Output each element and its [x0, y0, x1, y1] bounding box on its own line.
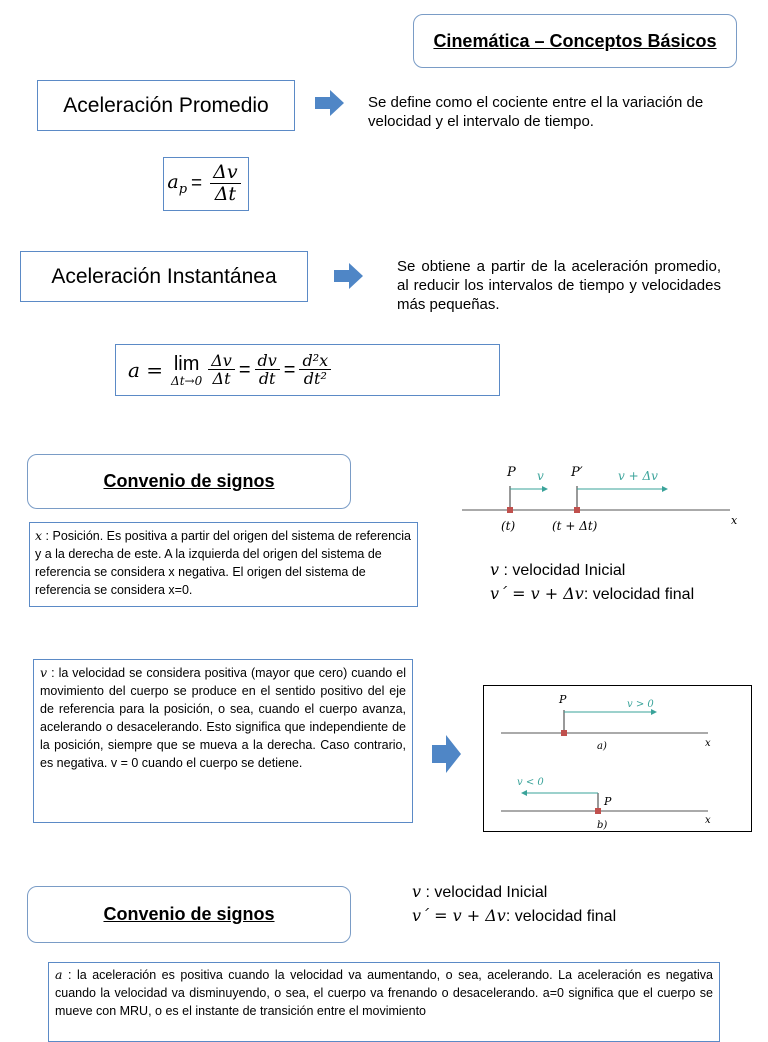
position-text: : Posición. Es positiva a partir del origen del sistema de referencia y a la derecha de este. A la izquierda del origen del sistema de referencia se considera x negativa. El origen del sistema de referencia se considera x=0.: [35, 529, 411, 597]
position-diagram: [462, 458, 752, 538]
header-box: [413, 14, 737, 68]
position-text-box: x : Posición. Es positiva a partir del origen del sistema de referencia y a la derecha de este. A la izquierda del origen del sistema de referencia se considera x negativa. El origen del sistema de referencia se considera x=0.: [29, 522, 418, 607]
acel-promedio-label: Aceleración Promedio: [63, 93, 269, 117]
arrow-right-icon: [334, 263, 364, 289]
svg-text:P: P: [604, 795, 612, 808]
diagram-label-axis: x: [731, 514, 738, 527]
acel-promedio-description: Se define como el cociente entre el la variación de velocidad y el intervalo de tiempo.: [368, 94, 704, 130]
svg-text:v > 0: v > 0: [627, 699, 654, 710]
formula-instantanea-fraction-3: $\frac{\text{d²x}}{\text{dt²}}$: [299, 352, 331, 389]
arrow-right-icon: [315, 90, 345, 116]
svg-text:b): b): [597, 820, 608, 831]
convenio-signos-box-2: [27, 886, 351, 943]
formula-promedio-eq: =: [191, 173, 203, 194]
velocidad-text: : la velocidad se considera positiva (mayor que cero) cuando el movimiento del cuerpo se produce en el sentido positivo del eje de referencia para la posición, o sea, cuando el cuerpo avanza, acelerando o desacelerando. Esto significa que independiente de la posición, siempre que se mueva a la derecha. Caso contrario, es negativa. v = 0 cuando el cuerpo se detiene.: [40, 666, 406, 770]
velocity-diagram: [483, 685, 753, 833]
aceleracion-text: : la aceleración es positiva cuando la velocidad va aumentando, o sea, acelerando. La aceleración es negativa cuando la velocidad va disminuyendo, o sea, el cuerpo va frenando o desacelerando. a=0 significa que el cuerpo se mueve con MRU, o es el instante de transición entre el movimiento: [55, 968, 713, 1018]
svg-text:v < 0: v < 0: [517, 777, 544, 788]
diagram-label-P-prime: P′: [571, 465, 583, 480]
diagram-label-P: P: [507, 465, 516, 480]
legend-v-1: v : velocidad Inicial: [490, 560, 626, 579]
convenio-signos-title-1: Convenio de signos: [103, 471, 275, 491]
diagram-label-v-dv: v + Δv: [618, 469, 658, 483]
acel-instantanea-label: Aceleración Instantánea: [51, 264, 277, 288]
diagram-label-t-dt: (t + Δt): [552, 519, 598, 533]
svg-text:x: x: [705, 815, 711, 826]
velocidad-text-box: v : la velocidad se considera positiva (mayor que cero) cuando el movimiento del cuerpo se produce en el sentido positivo del eje de referencia para la posición, o sea, cuando el cuerpo avanza, acelerando o desacelerando. Esto significa que independiente de la posición, siempre que se mueva a la derecha. Caso contrario, es negativa. v = 0 cuando el cuerpo se detiene.: [33, 659, 413, 823]
formula-instantanea-box: [115, 344, 500, 396]
svg-text:P: P: [559, 693, 567, 706]
svg-text:x: x: [705, 738, 711, 749]
diagram-label-v: v: [537, 469, 544, 483]
legend-vp-1: v´ = v + Δv: velocidad final: [490, 584, 695, 603]
arrow-right-icon: [432, 735, 462, 773]
legend-v-2: v : velocidad Inicial: [412, 882, 548, 901]
formula-instantanea-fraction-1: $\frac{\Delta v}{\Delta t}$: [208, 352, 235, 389]
formula-instantanea-lhs: a =: [128, 358, 164, 382]
legend-vp-2: v´ = v + Δv: velocidad final: [412, 906, 617, 925]
aceleracion-text-box: a : la aceleración es positiva cuando la velocidad va aumentando, o sea, acelerando. La aceleración es negativa cuando la velocidad va disminuyendo, o sea, el cuerpo va frenando o desacelerando. a=0 significa que el cuerpo se mueve con MRU, o es el instante de transición entre el movimiento: [48, 962, 720, 1042]
formula-instantanea-eq1: =: [238, 358, 251, 381]
convenio-signos-title-2: Convenio de signos: [103, 904, 275, 924]
formula-instantanea-eq2: =: [283, 358, 296, 381]
formula-instantanea-fraction-2: $\frac{dv}{dt}$: [255, 352, 280, 389]
acel-instantanea-box: [20, 251, 308, 302]
convenio-signos-box-1: [27, 454, 351, 509]
svg-text:a): a): [597, 741, 607, 752]
acel-instantanea-description: Se obtiene a partir de la aceleración promedio, al reducir los intervalos de tiempo y velocidades más pequeñas.: [397, 258, 721, 313]
diagram-label-t: (t): [501, 519, 516, 533]
formula-promedio-box: [163, 157, 249, 211]
page-title: Cinemática – Conceptos Básicos: [433, 30, 717, 51]
formula-promedio-lhs: $a_p$: [167, 171, 188, 197]
acel-promedio-box: [37, 80, 295, 131]
formula-promedio-fraction: $\frac{\Delta v}{\Delta t}$: [210, 162, 240, 206]
formula-instantanea-limit: lim Δt→0: [171, 353, 203, 388]
